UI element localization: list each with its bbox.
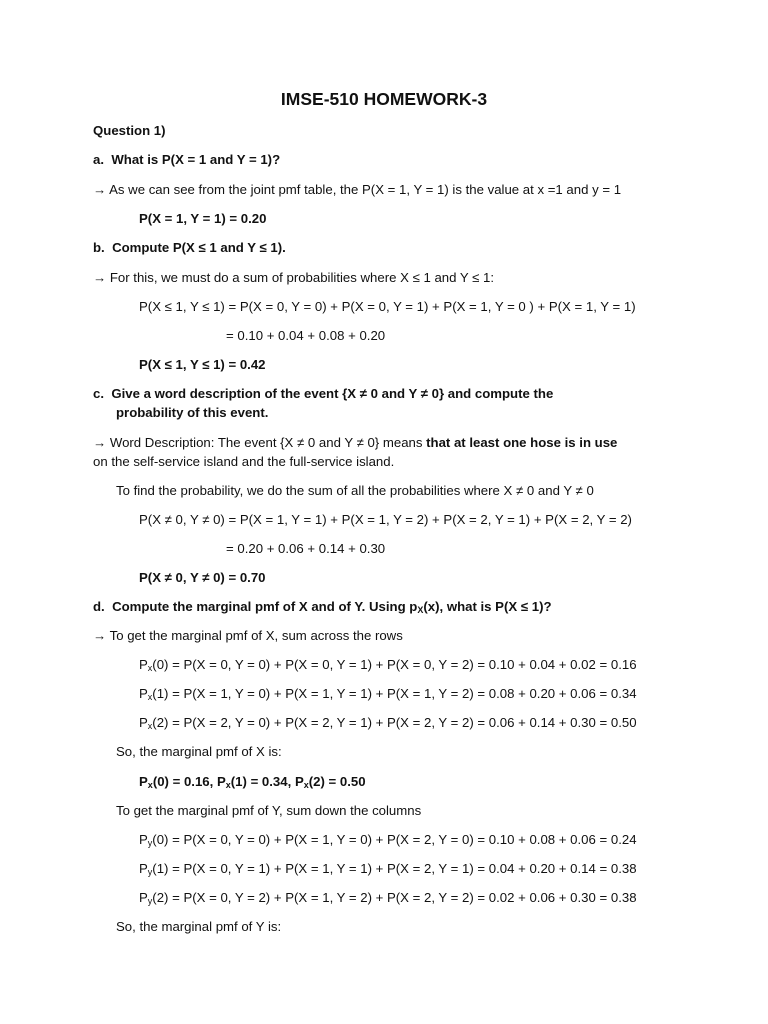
part-d-y-intro: To get the marginal pmf of Y, sum down the columns — [116, 803, 422, 818]
marginal-x-0: (0) = P(X = 0, Y = 0) + P(X = 0, Y = 1) + P(X = 0, Y = 2) = 0.10 + 0.04 + 0.02 = 0.16 — [152, 657, 637, 672]
marginal-x-row — [139, 714, 637, 732]
part-d-question-sub: X — [417, 605, 424, 615]
marginal-x-result-2: (2) = 0.50 — [308, 774, 366, 789]
p-letter: P — [216, 774, 226, 789]
subscript-x: x — [303, 780, 309, 790]
marginal-y-1: (1) = P(X = 0, Y = 1) + P(X = 1, Y = 1) + P(X = 2, Y = 1) = 0.04 + 0.20 + 0.14 = 0.38 — [152, 861, 637, 876]
part-b-equation-1: P(X ≤ 1, Y ≤ 1) = P(X = 0, Y = 0) + P(X = 0, Y = 1) + P(X = 1, Y = 0 ) + P(X = 1, Y = 1) — [139, 299, 636, 314]
arrow-icon: → — [93, 270, 107, 285]
subscript-y: y — [147, 838, 153, 848]
marginal-x-result-1: (1) = 0.34, — [230, 774, 295, 789]
marginal-x-result — [139, 773, 366, 791]
part-b-question-text: Compute P(X ≤ 1 and Y ≤ 1). — [112, 240, 286, 255]
part-c-description-prefix: Word Description: The event {X ≠ 0 and Y ≠ 0} means — [109, 435, 427, 450]
part-d-x-so: So, the marginal pmf of X is: — [116, 744, 282, 759]
marginal-x-1: (1) = P(X = 1, Y = 0) + P(X = 1, Y = 1) + P(X = 1, Y = 2) = 0.08 + 0.20 + 0.06 = 0.34 — [152, 686, 637, 701]
marginal-y-row — [139, 860, 637, 878]
marginal-y-row — [139, 831, 637, 849]
document-title: IMSE-510 HOMEWORK-3 — [280, 89, 488, 109]
part-c-question-text-1: Give a word description of the event {X ≠ 0 and Y ≠ 0} and compute the — [111, 386, 554, 401]
subscript-x: x — [225, 780, 231, 790]
arrow-icon: → — [93, 435, 107, 450]
p-letter: P — [139, 686, 148, 701]
part-d-question — [93, 598, 552, 616]
marginal-y-row — [139, 889, 637, 907]
part-d-x-intro-text: To get the marginal pmf of X, sum across the rows — [109, 628, 403, 643]
p-letter: P — [139, 774, 148, 789]
part-c-question-line-1 — [93, 385, 553, 403]
part-d-y-so: So, the marginal pmf of Y is: — [116, 919, 282, 934]
part-b-answer — [93, 269, 494, 287]
subscript-x: x — [147, 721, 153, 731]
part-c-result: P(X ≠ 0, Y ≠ 0) = 0.70 — [139, 570, 266, 585]
arrow-icon: → — [93, 182, 107, 197]
subscript-x: x — [147, 780, 153, 790]
part-b-equation-2: = 0.10 + 0.04 + 0.08 + 0.20 — [226, 328, 386, 343]
part-b-label: b. — [93, 240, 105, 255]
part-a-question-text: What is P(X = 1 and Y = 1)? — [111, 152, 281, 167]
part-c-description — [93, 434, 617, 452]
part-a-label: a. — [93, 152, 104, 167]
part-a-answer — [93, 181, 621, 199]
p-letter: P — [139, 832, 148, 847]
marginal-x-result-0: (0) = 0.16, — [152, 774, 217, 789]
subscript-y: y — [147, 896, 153, 906]
subscript-y: y — [147, 867, 153, 877]
p-letter: P — [139, 715, 148, 730]
part-a-result: P(X = 1, Y = 1) = 0.20 — [139, 211, 267, 226]
part-c-find-text: To find the probability, we do the sum of all the probabilities where X ≠ 0 and Y ≠ 0 — [116, 483, 594, 498]
part-d-question-pre: Compute the marginal pmf of X and of Y. Using p — [112, 599, 418, 614]
marginal-x-row — [139, 685, 637, 703]
part-a-question — [93, 151, 280, 169]
p-letter: P — [139, 861, 148, 876]
marginal-y-2: (2) = P(X = 0, Y = 2) + P(X = 1, Y = 2) + P(X = 2, Y = 2) = 0.02 + 0.06 + 0.30 = 0.38 — [152, 890, 637, 905]
part-c-label: c. — [93, 386, 104, 401]
part-c-equation-2: = 0.20 + 0.06 + 0.14 + 0.30 — [226, 541, 386, 556]
part-a-answer-text: As we can see from the joint pmf table, the P(X = 1, Y = 1) is the value at x =1 and y = 1 — [109, 182, 622, 197]
part-b-answer-text: For this, we must do a sum of probabilities where X ≤ 1 and Y ≤ 1: — [109, 270, 495, 285]
subscript-x: x — [147, 663, 153, 673]
part-d-question-post: (x), what is P(X ≤ 1)? — [423, 599, 552, 614]
part-c-description-line-2: on the self-service island and the full-service island. — [93, 454, 395, 469]
arrow-icon: → — [93, 628, 107, 643]
part-d-label: d. — [93, 599, 105, 614]
part-d-x-intro — [93, 627, 403, 645]
part-c-description-bold: that at least one hose is in use — [426, 435, 618, 450]
marginal-y-0: (0) = P(X = 0, Y = 0) + P(X = 1, Y = 0) + P(X = 2, Y = 0) = 0.10 + 0.08 + 0.06 = 0.24 — [152, 832, 637, 847]
subscript-x: x — [147, 692, 153, 702]
question-heading: Question 1) — [93, 123, 166, 138]
part-b-result: P(X ≤ 1, Y ≤ 1) = 0.42 — [139, 357, 266, 372]
part-c-question-line-2: probability of this event. — [116, 405, 269, 420]
part-c-equation-1: P(X ≠ 0, Y ≠ 0) = P(X = 1, Y = 1) + P(X = 1, Y = 2) + P(X = 2, Y = 1) + P(X = 2, Y = 2) — [139, 512, 632, 527]
p-letter: P — [294, 774, 304, 789]
p-letter: P — [139, 890, 148, 905]
p-letter: P — [139, 657, 148, 672]
marginal-x-2: (2) = P(X = 2, Y = 0) + P(X = 2, Y = 1) + P(X = 2, Y = 2) = 0.06 + 0.14 + 0.30 = 0.50 — [152, 715, 637, 730]
part-b-question — [93, 239, 286, 257]
marginal-x-row — [139, 656, 637, 674]
